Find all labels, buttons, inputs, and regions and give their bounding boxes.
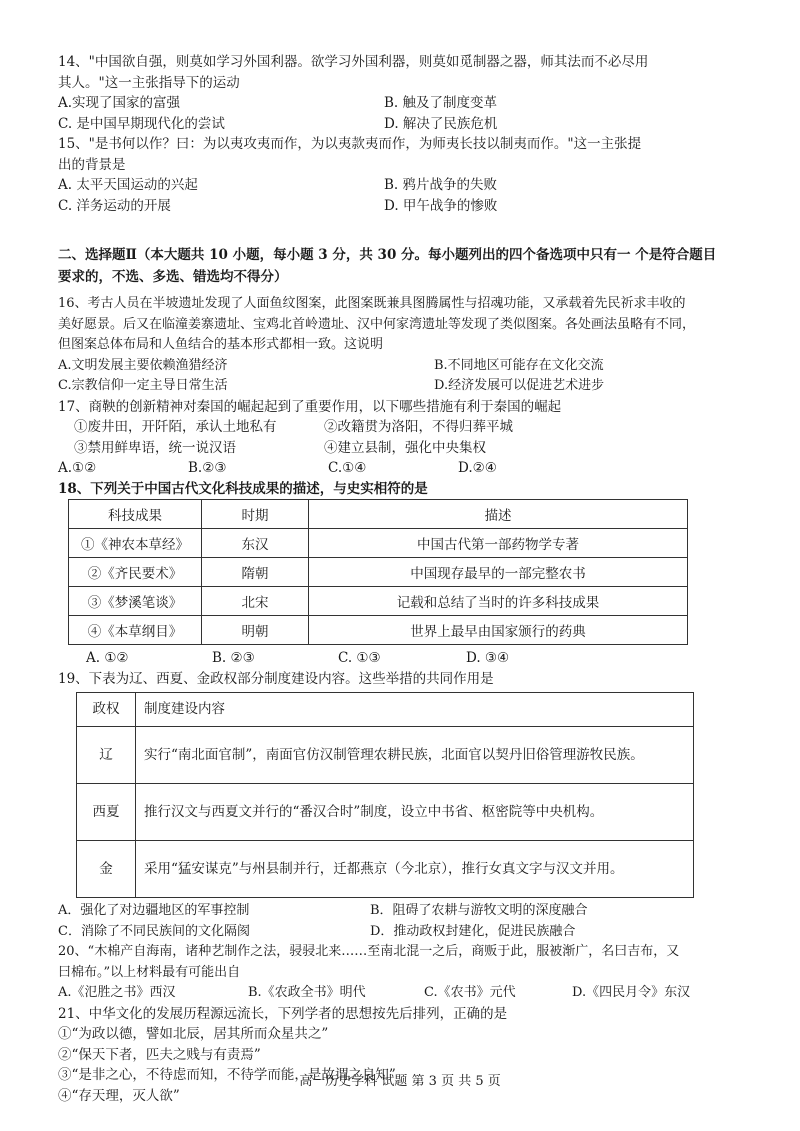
q18-header-description: 描述	[309, 500, 688, 529]
q14-stem-line1: 14、"中国欲自强，则莫如学习外国利器。欲学习外国利器，则莫如觅制器之器，师其法而不必尽用	[58, 54, 649, 70]
q20-option-a: A.《氾胜之书》西汉	[58, 985, 176, 1000]
q18-option-a: A. ①②	[86, 650, 129, 666]
q21-item-4: ④“存天理，灭人欲”	[58, 1087, 180, 1104]
table-row	[69, 529, 688, 558]
table-cell: 北宋	[202, 587, 309, 616]
q17-item-1: ①废井田，开阡陌，承认土地私有	[74, 419, 277, 435]
q14-option-c: C. 是中国早期现代化的尝试	[58, 115, 225, 132]
q18-table	[68, 499, 688, 645]
table-cell: 辽	[77, 727, 136, 784]
question-15	[58, 134, 748, 216]
table-cell: ①《神农本草经》	[69, 529, 202, 558]
q19-header-regime: 政权	[77, 693, 136, 727]
q14-stem-line2: 其人。"这一主张指导下的运动	[58, 74, 240, 91]
question-19	[58, 669, 748, 943]
table-cell: ②《齐民要术》	[69, 558, 202, 587]
table-row	[69, 587, 688, 616]
q16-option-a: A.文明发展主要依赖渔猎经济	[58, 357, 228, 373]
q20-stem-line1: 20、“木棉产自海南，诸种艺制作之法，骎骎北来……至南北混一之后，商贩于此，服被渐广，名曰吉布，又	[58, 944, 680, 959]
table-header-row	[69, 500, 688, 529]
q21-stem: 21、中华文化的发展历程源远流长，下列学者的思想按先后排列，正确的是	[58, 1005, 508, 1022]
table-cell: ③《梦溪笔谈》	[69, 587, 202, 616]
q19-option-c: C．消除了不同民族间的文化隔阂	[58, 923, 250, 939]
question-16	[58, 294, 748, 397]
table-header-row	[77, 693, 694, 727]
q19-header-content: 制度建设内容	[136, 693, 694, 727]
q16-option-b: B.不同地区可能存在文化交流	[434, 357, 604, 373]
q16-stem-line1: 16、考古人员在半坡遗址发现了人面鱼纹图案，此图案既兼具图腾属性与招魂功能，又承载着先民祈求丰收的	[58, 296, 686, 311]
table-cell: 隋朝	[202, 558, 309, 587]
q18-option-d: D. ③④	[466, 650, 510, 666]
section-2-heading-line2: 要求的，不选、多选、错选均不得分）	[58, 269, 288, 285]
section-2-heading-line1: 二、选择题Ⅱ（本大题共 10 小题，每小题 3 分，共 30 分。每小题列出的四个备选项中只有一 个是符合题目	[58, 247, 717, 263]
q18-header-achievement: 科技成果	[69, 500, 202, 529]
q18-option-b: B. ②③	[212, 650, 255, 666]
q19-stem: 19、下表为辽、西夏、金政权部分制度建设内容。这些举措的共同作用是	[58, 670, 494, 687]
table-cell: 中国现存最早的一部完整农书	[309, 558, 688, 587]
q19-option-b: B．阻碍了农耕与游牧文明的深度融合	[370, 903, 588, 918]
q14-option-a: A.实现了国家的富强	[58, 95, 181, 111]
q20-option-b: B.《农政全书》明代	[248, 985, 366, 1000]
q21-item-3: ③“是非之心，不待虑而知，不待学而能，是故谓之良知”	[58, 1067, 396, 1083]
q16-stem-line3: 但图案总体布局和人鱼结合的基本形式都相一致。这说明	[58, 337, 384, 352]
table-cell: 明朝	[202, 616, 309, 645]
table-row	[69, 616, 688, 645]
q17-item-2: ②改籍贯为洛阳，不得归葬平城	[324, 419, 513, 435]
q17-item-4: ④建立县制，强化中央集权	[324, 439, 486, 456]
question-20	[58, 942, 748, 1004]
q15-option-d: D. 甲午战争的惨败	[384, 197, 498, 214]
q18-stem: 18、下列关于中国古代文化科技成果的描述，与史实相符的是	[58, 480, 428, 497]
question-18	[58, 479, 748, 669]
table-cell: ④《本草纲目》	[69, 616, 202, 645]
q15-stem-line1: 15、"是书何以作？曰：为以夷攻夷而作，为以夷款夷而作，为师夷长技以制夷而作。"这一主张提	[58, 136, 642, 152]
q14-option-b: B. 触及了制度变革	[384, 95, 498, 111]
exam-page	[58, 52, 748, 1106]
q17-item-3: ③禁用鲜卑语，统一说汉语	[74, 439, 236, 456]
page-footer: 高一历史学科 试题 第 3 页 共 5 页	[299, 1074, 501, 1089]
table-cell: 东汉	[202, 529, 309, 558]
table-cell: 世界上最早由国家颁行的药典	[309, 616, 688, 645]
section-2-heading	[58, 244, 748, 288]
q15-stem-line2: 出的背景是	[58, 156, 126, 173]
q21-item-2: ②“保天下者，匹夫之贱与有责焉”	[58, 1046, 261, 1063]
q15-option-c: C. 洋务运动的开展	[58, 197, 171, 214]
table-row	[69, 558, 688, 587]
q18-option-c: C. ①③	[338, 650, 381, 666]
q17-option-b: B.②③	[188, 460, 227, 476]
q19-option-a: A．强化了对边疆地区的军事控制	[58, 903, 250, 918]
q19-option-d: D．推动政权封建化，促进民族融合	[370, 923, 576, 939]
q14-option-d: D. 解决了民族危机	[384, 115, 498, 132]
q20-option-d: D.《四民月令》东汉	[572, 985, 691, 1000]
q16-stem-line2: 美好愿景。后又在临潼姜寨遗址、宝鸡北首岭遗址、汉中何家湾遗址等发现了类似图案。各处画法虽略有不同，	[58, 316, 696, 332]
table-row	[77, 841, 694, 898]
q17-option-d: D.②④	[458, 460, 497, 476]
table-cell: 西夏	[77, 784, 136, 841]
table-cell: 金	[77, 841, 136, 898]
table-cell: 实行“南北面官制”，南面官仿汉制管理农耕民族，北面官以契丹旧俗管理游牧民族。	[136, 727, 694, 784]
table-cell: 中国古代第一部药物学专著	[309, 529, 688, 558]
q20-option-c: C.《农书》元代	[424, 985, 516, 1000]
table-cell: 记载和总结了当时的许多科技成果	[309, 587, 688, 616]
table-cell: 推行汉文与西夏文并行的“番汉合时”制度，设立中书省、枢密院等中央机构。	[136, 784, 694, 841]
q17-option-c: C.①④	[328, 460, 367, 476]
q15-option-b: B. 鸦片战争的失败	[384, 177, 498, 193]
q15-option-a: A. 太平天国运动的兴起	[58, 177, 198, 193]
question-17	[58, 397, 748, 479]
q18-header-period: 时期	[202, 500, 309, 529]
q19-table	[76, 692, 694, 898]
q17-stem: 17、商鞅的创新精神对秦国的崛起起到了重要作用，以下哪些措施有利于秦国的崛起	[58, 398, 562, 415]
q21-item-1: ①“为政以德，譬如北辰，居其所而众星共之”	[58, 1026, 329, 1042]
question-21	[58, 1004, 748, 1107]
q16-option-d: D.经济发展可以促进艺术进步	[434, 378, 605, 393]
question-14	[58, 52, 748, 134]
table-row	[77, 784, 694, 841]
table-row	[77, 727, 694, 784]
q20-stem-line2: 曰棉布。”以上材料最有可能出自	[58, 964, 241, 980]
q16-option-c: C.宗教信仰一定主导日常生活	[58, 378, 228, 393]
table-cell: 采用“猛安谋克”与州县制并行，迁都燕京（今北京），推行女真文字与汉文并用。	[136, 841, 694, 898]
q17-option-a: A.①②	[58, 460, 97, 476]
